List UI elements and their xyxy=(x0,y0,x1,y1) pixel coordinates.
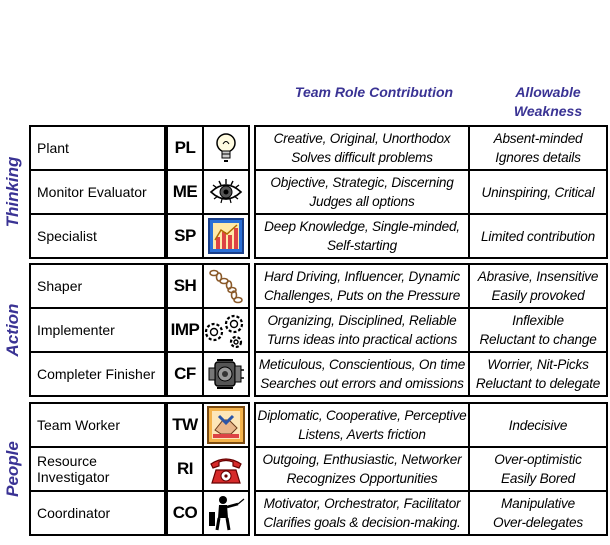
weakness-line: Over-delegates xyxy=(493,515,583,530)
contribution-line: Listens, Averts friction xyxy=(298,427,426,442)
contribution-line: Judges all options xyxy=(309,194,415,209)
weakness-cell-ri xyxy=(468,446,608,492)
weakness-line: Absent-minded xyxy=(493,131,583,146)
weakness-line: Over-optimistic xyxy=(494,452,582,467)
role-icon-cell-co xyxy=(202,490,250,536)
contribution-cell-ri xyxy=(254,446,470,492)
contribution-line: Solves difficult problems xyxy=(291,150,433,165)
role-abbr: CF xyxy=(174,364,196,383)
role-abbr-cell-tw xyxy=(166,402,204,448)
role-name-cell-pl xyxy=(29,125,166,171)
weakness-cell-sp xyxy=(468,213,608,259)
contribution-line: Outgoing, Enthusiastic, Networker xyxy=(262,452,462,467)
weakness-line: Worrier, Nit-Picks xyxy=(487,357,589,372)
contribution-line: Meticulous, Conscientious, On time xyxy=(258,357,466,372)
contribution-line: Creative, Original, Unorthodox xyxy=(273,131,451,146)
contribution-line: Self-starting xyxy=(327,238,397,253)
role-abbr-cell-ri xyxy=(166,446,204,492)
role-icon-cell-pl xyxy=(202,125,250,171)
role-abbr-cell-sp xyxy=(166,213,204,259)
role-icon-cell-sh xyxy=(202,263,250,309)
contribution-line: Recognizes Opportunities xyxy=(286,471,438,486)
role-abbr: ME xyxy=(172,182,198,201)
contribution-line: Motivator, Orchestrator, Facilitator xyxy=(263,496,461,511)
role-name: Completer Finisher xyxy=(37,366,156,382)
gears-icon xyxy=(204,312,248,348)
role-abbr-cell-me xyxy=(166,169,204,215)
bar-chart-icon xyxy=(208,218,244,254)
hands-icon xyxy=(207,406,245,444)
role-abbr: TW xyxy=(172,415,198,434)
weakness-line: Reluctant to change xyxy=(479,332,597,347)
role-name-cell-me xyxy=(29,169,166,215)
weakness-line: Abrasive, Insensitive xyxy=(477,269,599,284)
weakness-line: Easily provoked xyxy=(491,288,585,303)
role-abbr: SP xyxy=(174,226,196,245)
contribution-line: Diplomatic, Cooperative, Perceptive xyxy=(257,408,467,423)
role-abbr-cell-cf xyxy=(166,351,204,397)
contribution-line: Clarifies goals & decision-making. xyxy=(263,515,461,530)
weakness-header xyxy=(494,83,602,121)
contribution-cell-me xyxy=(254,169,470,215)
telephone-icon xyxy=(207,452,245,486)
role-name: Monitor Evaluator xyxy=(37,184,147,200)
lightbulb-icon xyxy=(211,130,241,166)
contribution-line: Searches out errors and omissions xyxy=(260,376,464,391)
weakness-cell-imp xyxy=(468,307,608,353)
weakness-cell-cf xyxy=(468,351,608,397)
role-abbr-cell-co xyxy=(166,490,204,536)
role-name-cell-cf xyxy=(29,351,166,397)
role-name: Implementer xyxy=(37,322,115,338)
role-icon-cell-sp xyxy=(202,213,250,259)
contribution-cell-co xyxy=(254,490,470,536)
weakness-cell-tw xyxy=(468,402,608,448)
role-name: Team Worker xyxy=(37,417,120,433)
role-abbr: IMP xyxy=(170,320,200,339)
role-name: Shaper xyxy=(37,278,83,294)
weakness-cell-me xyxy=(468,169,608,215)
weakness-line: Limited contribution xyxy=(481,228,595,244)
group-label-thinking: Thinking xyxy=(3,156,22,228)
engine-icon xyxy=(207,356,245,392)
role-name: Resource Investigator xyxy=(37,453,110,485)
role-icon-cell-cf xyxy=(202,351,250,397)
weakness-line: Manipulative xyxy=(501,496,575,511)
role-icon-cell-me xyxy=(202,169,250,215)
group-label-people: People xyxy=(3,441,22,497)
presenter-icon xyxy=(206,494,246,532)
role-abbr-cell-imp xyxy=(166,307,204,353)
role-icon-cell-ri xyxy=(202,446,250,492)
contribution-cell-pl xyxy=(254,125,470,171)
contribution-cell-sh xyxy=(254,263,470,309)
weakness-line: Uninspiring, Critical xyxy=(481,184,595,200)
contribution-line: Organizing, Disciplined, Reliable xyxy=(267,313,457,328)
role-name: Coordinator xyxy=(37,505,111,521)
role-name-cell-ri xyxy=(29,446,166,492)
role-icon-cell-imp xyxy=(202,307,250,353)
eye-icon xyxy=(209,176,243,208)
contribution-line: Challenges, Puts on the Pressure xyxy=(263,288,461,303)
contribution-cell-cf xyxy=(254,351,470,397)
contribution-cell-sp xyxy=(254,213,470,259)
chain-icon xyxy=(208,268,244,304)
weakness-cell-sh xyxy=(468,263,608,309)
contribution-cell-imp xyxy=(254,307,470,353)
weakness-cell-co xyxy=(468,490,608,536)
weakness-line: Reluctant to delegate xyxy=(475,376,601,391)
weakness-header-line2: Weakness xyxy=(513,103,583,119)
role-name-cell-sh xyxy=(29,263,166,309)
role-abbr: RI xyxy=(177,459,193,478)
role-name-cell-tw xyxy=(29,402,166,448)
contribution-line: Turns ideas into practical actions xyxy=(266,332,458,347)
role-icon-cell-tw xyxy=(202,402,250,448)
role-name-cell-co xyxy=(29,490,166,536)
role-abbr: SH xyxy=(173,276,197,295)
contribution-line: Objective, Strategic, Discerning xyxy=(270,175,454,190)
role-abbr: PL xyxy=(174,138,196,157)
weakness-header-line1: Allowable xyxy=(515,84,581,100)
role-name: Plant xyxy=(37,140,69,156)
contribution-line: Deep Knowledge, Single-minded, xyxy=(264,219,460,234)
contribution-cell-tw xyxy=(254,402,470,448)
role-abbr-cell-pl xyxy=(166,125,204,171)
role-name: Specialist xyxy=(37,228,97,244)
role-name-cell-sp xyxy=(29,213,166,259)
group-label-action: Action xyxy=(3,303,22,357)
role-abbr-cell-sh xyxy=(166,263,204,309)
role-name-cell-imp xyxy=(29,307,166,353)
weakness-cell-pl xyxy=(468,125,608,171)
weakness-line: Inflexible xyxy=(512,313,564,328)
weakness-line: Indecisive xyxy=(508,417,568,433)
contribution-line: Hard Driving, Influencer, Dynamic xyxy=(264,269,460,284)
role-abbr: CO xyxy=(172,503,198,522)
contribution-header: Team Role Contribution xyxy=(294,84,454,100)
weakness-line: Ignores details xyxy=(495,150,581,165)
weakness-line: Easily Bored xyxy=(501,471,575,486)
